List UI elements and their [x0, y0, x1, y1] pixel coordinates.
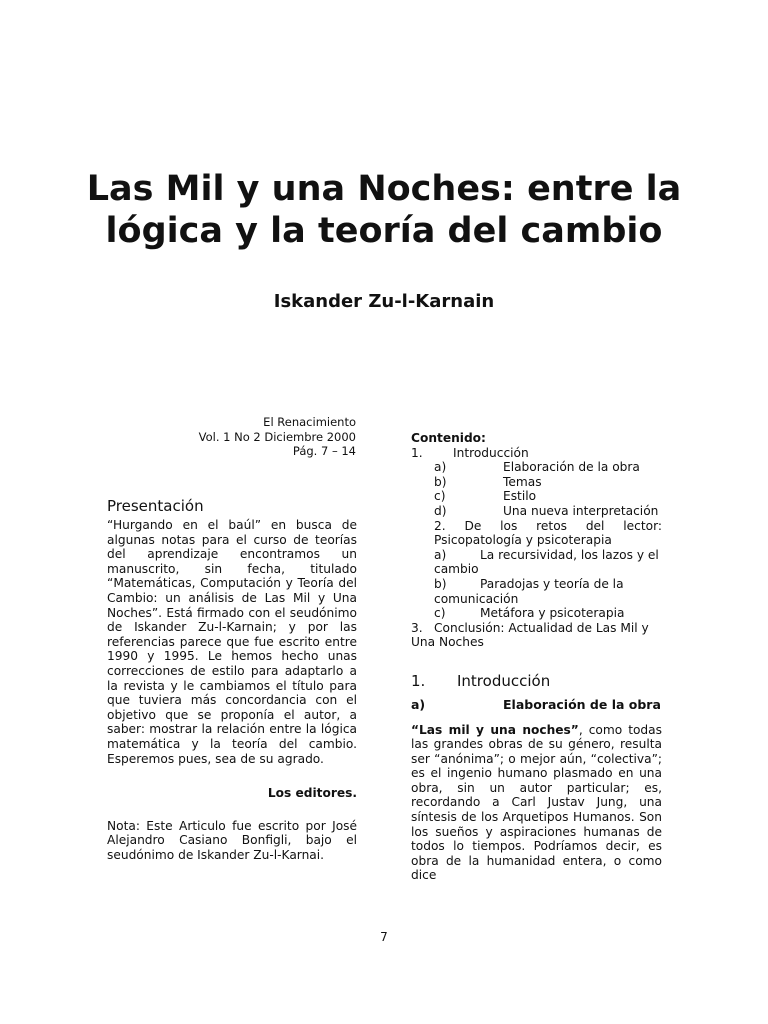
- volume-info: Vol. 1 No 2 Diciembre 2000: [198, 429, 356, 444]
- paper-title: Las Mil y una Noches: entre la lógica y la teoría del cambio: [86, 169, 682, 251]
- toc-subitem-letter: b): [434, 474, 447, 489]
- toc-subitem: [411, 475, 662, 490]
- toc-subitem-letter: c): [434, 489, 446, 504]
- toc-subitem-label: La recursividad, los lazos y el cambio: [434, 547, 659, 577]
- toc-subitem: [411, 577, 662, 606]
- toc-subitem: [411, 548, 662, 577]
- page-range: Pág. 7 – 14: [292, 444, 356, 458]
- toc-subitem-label: Temas: [503, 474, 542, 489]
- intro-body: , como todas las grandes obras de su género, resulta ser “anónima”; o mejor aún, “colectiva”; es el ingenio humano plasmado en una obra, sin un autor particular; es, recordando a Carl Justav Jung, una síntesis de los Arquetipos Humanos. Son los sueños y aspiraciones humanas de todos lo tiempos. Podríamos decir, es obra de la humanidad entera, o como dice: [411, 722, 662, 883]
- toc-subitem: [411, 489, 662, 504]
- toc-subitem-label: Paradojas y teoría de la comunicación: [434, 576, 624, 606]
- author-note: Nota: Este Articulo fue escrito por José Alejandro Casiano Bonfigli, bajo el seudónimo de Iskander Zu-l-Karnai.: [107, 818, 357, 862]
- contents-heading: Contenido:: [411, 431, 486, 445]
- presentation-column: [107, 497, 357, 862]
- toc-subitem-letter: d): [434, 503, 447, 518]
- journal-name: El Renacimiento: [263, 415, 356, 429]
- toc-subitem: [411, 504, 662, 519]
- toc-item-label: Conclusión: Actualidad de Las Mil y Una Noches: [411, 620, 649, 650]
- toc-subitem-letter: b): [434, 576, 447, 591]
- publication-info: [199, 415, 356, 459]
- editors-signature: Los editores.: [267, 786, 357, 801]
- page-number: 7: [380, 930, 388, 944]
- toc-item-1: [411, 446, 662, 461]
- section-heading: [411, 672, 662, 690]
- toc-item-number: 3.: [411, 620, 423, 635]
- toc-item-number: 1.: [411, 445, 423, 460]
- subsection-heading: [411, 698, 662, 713]
- toc-subitem: [411, 460, 662, 475]
- toc-subitem: [411, 606, 662, 621]
- toc-subitem-label: Estilo: [503, 489, 537, 504]
- subsection-title: Elaboración de la obra: [503, 696, 661, 712]
- intro-lead: “Las mil y una noches”: [411, 722, 579, 737]
- toc-subitem-letter: a): [434, 460, 447, 475]
- toc-item-2: 2. De los retos del lector: Psicopatología y psicoterapia: [434, 518, 662, 548]
- presentation-body: “Hurgando en el baúl” en busca de algunas notas para el curso de teorías del aprendizaje encontramos un manuscrito, sin fecha, titulado “Matemáticas, Computación y Teoría del Cambio: un análisis de Las Mil y Una Noches”. Está firmado con el seudónimo de Iskander Zu-l-Karnain; y por las referencias parece que fue escrito entre 1990 y 1995. Le hemos hecho unas correcciones de estilo para adaptarlo a la revista y le cambiamos el título para que tuviera más concordancia con el objetivo que se proponía el autor, a saber: mostrar la relación entre la lógica matemática y la teoría del cambio. Esperemos pues, sea de su agrado.: [107, 518, 357, 766]
- toc-subitem-letter: c): [434, 606, 446, 621]
- subsection-letter: a): [411, 696, 426, 712]
- section-title: Introducción: [457, 671, 551, 690]
- toc-subitem-letter: a): [434, 547, 447, 562]
- intro-paragraph: [411, 723, 662, 884]
- paper-author: Iskander Zu-l-Karnain: [273, 291, 495, 312]
- toc-subitem-label: Metáfora y psicoterapia: [480, 606, 625, 621]
- contents-column: [411, 431, 662, 895]
- presentation-heading: Presentación: [107, 497, 204, 515]
- toc-item-3: [411, 621, 662, 650]
- toc-subitem-label: Una nueva interpretación: [503, 503, 659, 518]
- section-number: 1.: [411, 671, 426, 690]
- toc-item-label: Introducción: [453, 445, 529, 460]
- toc-subitem-label: Elaboración de la obra: [503, 460, 640, 475]
